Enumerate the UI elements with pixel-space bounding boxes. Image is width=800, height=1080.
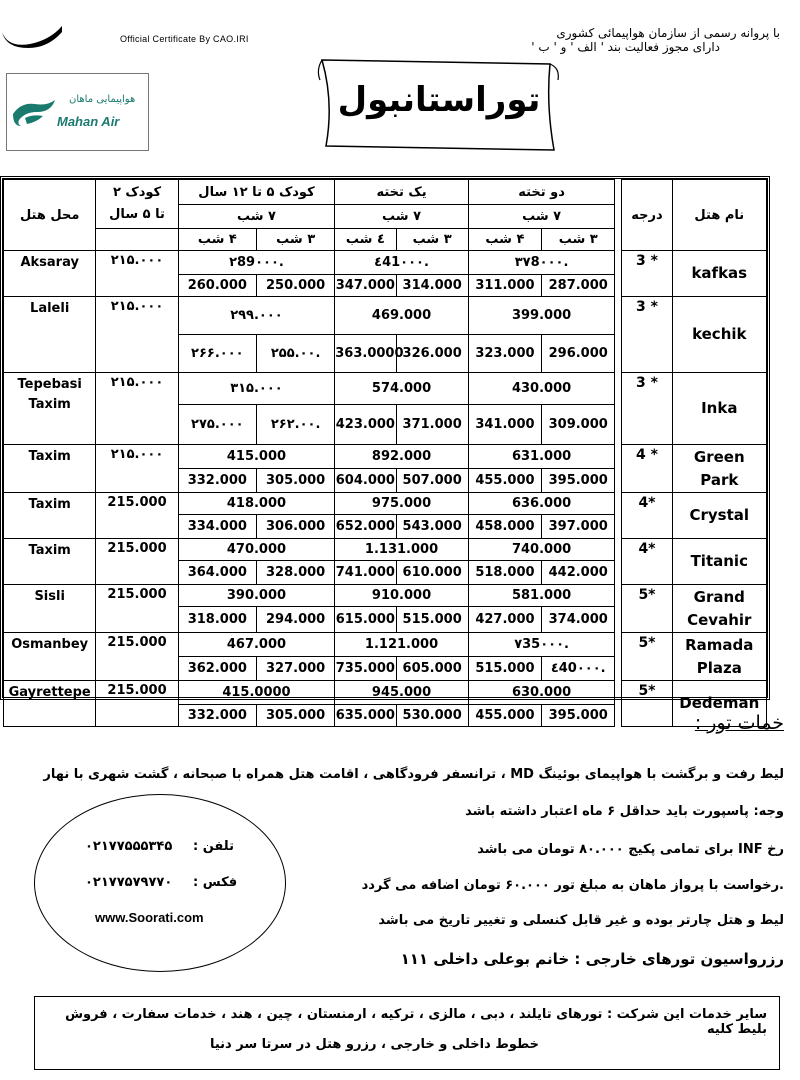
- title-banner: [314, 50, 564, 160]
- phone-number[interactable]: ۰۲۱۷۷۵۵۵۳۴۵: [85, 839, 173, 854]
- child-2-5-price: ۲۱۵.۰۰۰: [96, 373, 178, 445]
- single-4-nights-price: 363.0000: [335, 335, 396, 373]
- single-4-nights-price: 347.000: [335, 275, 396, 297]
- child-5-12-3-nights-price: 306.000: [256, 515, 334, 539]
- child-5-12-3-nights-price: 328.000: [256, 561, 334, 585]
- single-3-nights-price: 605.000: [396, 657, 468, 681]
- hotel-star-rating: 4*: [622, 539, 672, 585]
- header-double-4-nights: ۴ شب: [468, 229, 541, 251]
- fax-number: ۰۲۱۷۷۵۷۹۷۷۰: [85, 875, 173, 890]
- column-gap: [615, 251, 622, 297]
- header-child-2-5-blank: [96, 229, 178, 251]
- header-double: دو تخته: [468, 180, 615, 205]
- child-5-12-7-nights-price: 467.000: [178, 633, 335, 657]
- child-2-5-price: 215.000: [96, 681, 178, 727]
- child-5-12-7-nights-price: 415.0000: [178, 681, 335, 705]
- double-3-nights-price: 287.000: [542, 275, 615, 297]
- single-4-nights-price: 635.000: [335, 705, 396, 727]
- child-5-12-7-nights-price: ۲89۰۰۰.: [178, 251, 335, 275]
- mahan-air-english-name: Mahan Air: [57, 114, 120, 129]
- hotel-name: Crystal: [672, 493, 766, 539]
- single-4-nights-price: 652.000: [335, 515, 396, 539]
- single-7-nights-price: ٤41۰۰۰.: [335, 251, 469, 275]
- column-gap: [615, 633, 622, 681]
- double-7-nights-price: 630.000: [468, 681, 615, 705]
- double-3-nights-price: 309.000: [542, 405, 615, 445]
- mahan-air-logo-box: [6, 73, 149, 151]
- hotel-location: Taxim: [4, 539, 96, 585]
- single-4-nights-price: 615.000: [335, 607, 396, 633]
- hotel-star-rating: 5*: [622, 633, 672, 681]
- single-7-nights-price: 1.121.000: [335, 633, 469, 657]
- service-line: لیط و هتل چارتر بوده و غیر قابل کنسلی و تغییر تاریخ می باشد: [378, 913, 784, 928]
- hotel-row-top: [4, 539, 767, 561]
- double-4-nights-price: 455.000: [468, 469, 541, 493]
- single-3-nights-price: 530.000: [396, 705, 468, 727]
- double-7-nights-price: 581.000: [468, 585, 615, 607]
- child-5-12-4-nights-price: 334.000: [178, 515, 256, 539]
- double-3-nights-price: 296.000: [542, 335, 615, 373]
- child-5-12-4-nights-price: 332.000: [178, 705, 256, 727]
- header-double-3-nights: ۳ شب: [542, 229, 615, 251]
- license-line-2: دارای مجوز فعالیت بند ' الف ' و ' ب ': [531, 40, 720, 54]
- services-heading: خمات تور :: [694, 712, 784, 734]
- column-gap: [615, 493, 622, 539]
- hotel-row-top: [4, 251, 767, 275]
- double-3-nights-price: 395.000: [542, 705, 615, 727]
- hotel-row-top: [4, 297, 767, 335]
- hotel-star-rating: 3 *: [622, 251, 672, 297]
- double-4-nights-price: 455.000: [468, 705, 541, 727]
- single-7-nights-price: 945.000: [335, 681, 469, 705]
- service-line: لیط رفت و برگشت با هواپیمای بوئینگ MD ، ترانسفر فرودگاهی ، اقامت هتل همراه با صبحانه ، گشت شهری با نهار: [43, 767, 784, 782]
- hotel-location: Laleli: [4, 297, 96, 373]
- service-line: .رخواست با پرواز ماهان به مبلغ تور ۶۰.۰۰۰ تومان اضافه می گردد: [361, 878, 784, 893]
- child-5-12-7-nights-price: 390.000: [178, 585, 335, 607]
- double-4-nights-price: 518.000: [468, 561, 541, 585]
- child-5-12-3-nights-price: 327.000: [256, 657, 334, 681]
- header-child-2-5: کودک ۲ تا ۵ سال: [96, 180, 178, 229]
- single-3-nights-price: 543.000: [396, 515, 468, 539]
- header-child-5-12: کودک ۵ تا ۱۲ سال: [178, 180, 335, 205]
- child-5-12-3-nights-price: 294.000: [256, 607, 334, 633]
- hotel-row-top: [4, 585, 767, 607]
- hotel-location: Taxim: [4, 493, 96, 539]
- phone-label: تلفن :: [193, 839, 234, 854]
- child-2-5-price: 215.000: [96, 493, 178, 539]
- hotel-star-rating: 5*: [622, 681, 672, 727]
- child-5-12-3-nights-price: 305.000: [256, 705, 334, 727]
- single-7-nights-price: 892.000: [335, 445, 469, 469]
- double-7-nights-price: 740.000: [468, 539, 615, 561]
- hotel-location: Gayrettepe: [4, 681, 96, 727]
- hotel-location: Sisli: [4, 585, 96, 633]
- double-3-nights-price: 442.000: [542, 561, 615, 585]
- double-4-nights-price: 515.000: [468, 657, 541, 681]
- hotel-star-rating: 3 *: [622, 373, 672, 445]
- child-5-12-4-nights-price: ۲۶۶.۰۰۰: [178, 335, 256, 373]
- hotel-name: Grand Cevahir: [672, 585, 766, 633]
- child-2-5-price: ۲۱۵.۰۰۰: [96, 445, 178, 493]
- child-5-12-4-nights-price: 364.000: [178, 561, 256, 585]
- double-3-nights-price: 395.000: [542, 469, 615, 493]
- child-2-5-price: 215.000: [96, 539, 178, 585]
- child-5-12-7-nights-price: 470.000: [178, 539, 335, 561]
- child-5-12-7-nights-price: ۲۹۹.۰۰۰: [178, 297, 335, 335]
- official-certificate-text: Official Certificate By CAO.IRI: [120, 34, 249, 44]
- double-4-nights-price: 311.000: [468, 275, 541, 297]
- single-4-nights-price: 423.000: [335, 405, 396, 445]
- single-3-nights-price: 515.000: [396, 607, 468, 633]
- hotel-star-rating: 4 *: [622, 445, 672, 493]
- service-line: وجه: پاسپورت باید حداقل ۶ ماه اعتبار داشته باشد: [465, 804, 784, 819]
- double-7-nights-price: 399.000: [468, 297, 615, 335]
- column-gap: [615, 681, 622, 727]
- header-child-3-nights: ۳ شب: [256, 229, 334, 251]
- hotel-star-rating: 4*: [622, 493, 672, 539]
- double-3-nights-price: 374.000: [542, 607, 615, 633]
- hotel-name: kechik: [672, 297, 766, 373]
- hotel-location: Tepebasi Taxim: [4, 373, 96, 445]
- price-table: [0, 176, 770, 723]
- single-3-nights-price: 507.000: [396, 469, 468, 493]
- fax-label: فکس :: [193, 875, 238, 890]
- column-gap: [615, 180, 622, 251]
- single-3-nights-price: 371.000: [396, 405, 468, 445]
- header-single-3-nights: ۳ شب: [396, 229, 468, 251]
- child-5-12-7-nights-price: ۳۱۵.۰۰۰: [178, 373, 335, 405]
- reservation-contact-line: رزرواسیون تورهای خارجی : خانم بوعلی داخلی ۱۱۱: [400, 950, 784, 968]
- hotel-name: kafkas: [672, 251, 766, 297]
- child-5-12-4-nights-price: 318.000: [178, 607, 256, 633]
- single-7-nights-price: 574.000: [335, 373, 469, 405]
- double-7-nights-price: 636.000: [468, 493, 615, 515]
- hotel-location: Taxim: [4, 445, 96, 493]
- double-4-nights-price: 427.000: [468, 607, 541, 633]
- header-single-4-nights: ٤ شب: [335, 229, 396, 251]
- header-child-7-nights: ۷ شب: [178, 205, 335, 229]
- hotel-name: Inka: [672, 373, 766, 445]
- child-2-5-price: ۲۱۵.۰۰۰: [96, 251, 178, 297]
- column-gap: [615, 539, 622, 585]
- child-5-12-4-nights-price: 332.000: [178, 469, 256, 493]
- header-single-7-nights: ۷ شب: [335, 205, 469, 229]
- single-7-nights-price: 1.131.000: [335, 539, 469, 561]
- child-5-12-3-nights-price: 250.000: [256, 275, 334, 297]
- double-3-nights-price: ٤40۰۰۰.: [542, 657, 615, 681]
- other-services-box: [34, 996, 780, 1070]
- hotel-row-top: [4, 493, 767, 515]
- other-services-line-2: خطوط داخلی و خارجی ، رزرو هتل در سرتا سر دنیا: [209, 1037, 539, 1052]
- hotel-row-top: [4, 373, 767, 405]
- contact-oval: [34, 794, 286, 972]
- header-single: یک تخته: [335, 180, 469, 205]
- double-4-nights-price: 341.000: [468, 405, 541, 445]
- child-5-12-3-nights-price: ۲۶۲.۰۰.: [256, 405, 334, 445]
- child-5-12-4-nights-price: 362.000: [178, 657, 256, 681]
- service-line: رخ INF برای تمامی پکیج ۸۰.۰۰۰ تومان می باشد: [477, 842, 784, 857]
- hotel-name: Ramada Plaza: [672, 633, 766, 681]
- hotel-name: Titanic: [672, 539, 766, 585]
- license-line-1: با پروانه رسمی از سازمان هواپیمائی کشوری: [556, 26, 780, 40]
- website-link[interactable]: www.Soorati.com: [95, 910, 204, 925]
- header-double-7-nights: ۷ شب: [468, 205, 615, 229]
- header-location: محل هتل: [4, 180, 96, 251]
- double-3-nights-price: 397.000: [542, 515, 615, 539]
- hotel-name: Green Park: [672, 445, 766, 493]
- child-5-12-3-nights-price: ۲۵۵.۰۰.: [256, 335, 334, 373]
- single-3-nights-price: 610.000: [396, 561, 468, 585]
- hotel-row-top: [4, 445, 767, 469]
- child-5-12-3-nights-price: 305.000: [256, 469, 334, 493]
- child-5-12-4-nights-price: 260.000: [178, 275, 256, 297]
- header-child-4-nights: ۴ شب: [178, 229, 256, 251]
- single-7-nights-price: 469.000: [335, 297, 469, 335]
- mahan-air-persian-name: هواپیمایی ماهان: [69, 94, 136, 105]
- hotel-star-rating: 3 *: [622, 297, 672, 373]
- column-gap: [615, 585, 622, 633]
- company-logo-fragment: [0, 22, 64, 48]
- child-2-5-price: 215.000: [96, 585, 178, 633]
- double-7-nights-price: ۳۷8۰۰۰.: [468, 251, 615, 275]
- double-7-nights-price: ۷35۰۰۰.: [468, 633, 615, 657]
- column-gap: [615, 445, 622, 493]
- child-5-12-4-nights-price: ۲۷۵.۰۰۰: [178, 405, 256, 445]
- hotel-location: Osmanbey: [4, 633, 96, 681]
- column-gap: [615, 373, 622, 445]
- child-2-5-price: ۲۱۵.۰۰۰: [96, 297, 178, 373]
- hotel-star-rating: 5*: [622, 585, 672, 633]
- double-7-nights-price: 430.000: [468, 373, 615, 405]
- hotel-location: Aksaray: [4, 251, 96, 297]
- single-3-nights-price: 314.000: [396, 275, 468, 297]
- child-5-12-7-nights-price: 415.000: [178, 445, 335, 469]
- mahan-air-bird-icon: [11, 96, 57, 130]
- single-4-nights-price: 735.000: [335, 657, 396, 681]
- header-star: درجه: [622, 180, 672, 251]
- single-7-nights-price: 910.000: [335, 585, 469, 607]
- child-5-12-7-nights-price: 418.000: [178, 493, 335, 515]
- single-3-nights-price: 326.000: [396, 335, 468, 373]
- single-4-nights-price: 604.000: [335, 469, 396, 493]
- double-4-nights-price: 323.000: [468, 335, 541, 373]
- header-hotel: نام هتل: [672, 180, 766, 251]
- hotel-name: Dedeman: [672, 681, 766, 727]
- other-services-line-1: سایر خدمات این شرکت : تورهای تایلند ، دبی ، مالزی ، ترکیه ، ارمنستان ، چین ، هند ، خدمات سفارت ، فروش بلیط کلیه: [65, 1007, 767, 1037]
- single-7-nights-price: 975.000: [335, 493, 469, 515]
- double-4-nights-price: 458.000: [468, 515, 541, 539]
- hotel-row-top: [4, 681, 767, 705]
- page-title: توراستانبول: [337, 80, 541, 120]
- column-gap: [615, 297, 622, 373]
- child-2-5-price: 215.000: [96, 633, 178, 681]
- single-4-nights-price: 741.000: [335, 561, 396, 585]
- hotel-row-top: [4, 633, 767, 657]
- double-7-nights-price: 631.000: [468, 445, 615, 469]
